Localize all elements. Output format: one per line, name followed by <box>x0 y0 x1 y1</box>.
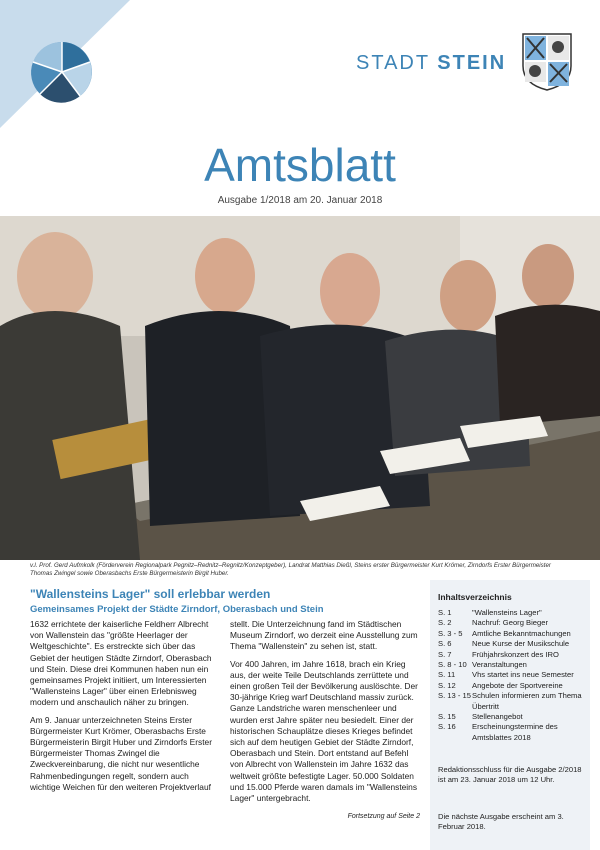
toc-item[interactable] <box>438 670 588 680</box>
article-headline: "Wallensteins Lager" soll erlebbar werden <box>30 587 271 601</box>
corner-graphic <box>0 0 130 130</box>
article-column-2 <box>230 619 420 822</box>
toc-item[interactable] <box>438 629 588 639</box>
toc-text: Veranstaltungen <box>472 660 527 670</box>
next-issue-note: Die nächste Ausgabe erscheint am 3. Februar 2018. <box>438 812 564 832</box>
toc-page: S. 15 <box>438 712 456 722</box>
toc-item[interactable] <box>438 618 588 628</box>
toc-page: S. 1 <box>438 608 452 617</box>
toc-list <box>438 608 588 743</box>
toc-item[interactable] <box>438 650 588 660</box>
toc-title: Inhaltsverzeichnis <box>438 592 512 602</box>
toc-page: S. 13 - 15 <box>438 691 471 701</box>
article-column-1 <box>30 619 215 799</box>
toc-text: Amtliche Bekanntmachungen <box>472 628 571 638</box>
signing-photo <box>0 216 600 560</box>
toc-text: Neue Kurse der Musikschule <box>472 639 570 649</box>
toc-item[interactable] <box>438 722 588 743</box>
coat-of-arms-icon <box>521 32 573 92</box>
city-brand <box>356 52 506 75</box>
toc-page: S. 8 - 10 <box>438 660 467 670</box>
article-paragraph: Am 9. Januar unterzeichneten Steins Erster Bürgermeister Kurt Krömer, Oberasbachs Erste Bürgermeisterin Birgit Huber und Zirndorfs Erster Bürgermeister Thomas Zwingel die Zweckvereinbarung, die nicht nur wesentliche Rahmenbedingungen regelt, sondern auch wichtige Weichen für den weiteren Projektverlauf <box>30 714 212 792</box>
toc-text: Frühjahrskonzert des IRO <box>472 649 559 659</box>
issue-line: Ausgabe 1/2018 am 20. Januar 2018 <box>217 195 383 206</box>
deadline-note: Redaktionsschluss für die Ausgabe 2/2018 ist am 23. Januar 2018 um 12 Uhr. <box>438 765 582 785</box>
toc-item[interactable] <box>438 691 588 712</box>
toc-item[interactable] <box>438 681 588 691</box>
toc-page: S. 2 <box>438 618 452 628</box>
toc-page: S. 12 <box>438 680 456 690</box>
city-name: STEIN <box>437 52 507 74</box>
toc-item[interactable] <box>438 660 588 670</box>
photo-caption: v.l. Prof. Gerd Aufmkolk (Förderverein Regionalpark Pegnitz–Rednitz–Regnitz/Konzeptgeber), Landrat Matthias Dießl, Steins erster Bürgermeister Kurt Krömer, Zirndorfs Erster Bürgermeister Thomas Zwingel sowie Oberasbachs Erste Bürgermeisterin Birgit Huber. <box>30 562 551 577</box>
toc-text: Schulen informieren zum Thema Übertritt <box>472 691 582 711</box>
toc-page: S. 7 <box>438 649 452 659</box>
toc-page: S. 16 <box>438 722 456 732</box>
city-prefix: STADT <box>356 52 430 74</box>
article-subhead: Gemeinsames Projekt der Städte Zirndorf, Oberasbach und Stein <box>30 604 324 615</box>
article-paragraph: 1632 errichtete der kaiserliche Feldherr Albrecht von Wallenstein das "größte Heerlager der Weltgeschichte". Es erstreckte sich über das Gebiet der heutigen Städte Zirndorf, Oberasbach und Stein. Diese drei Kommunen haben nun ein gemeinsames Projekt initiiert, um Interessierten "Wallensteins Lager" über einen Erlebnisweg modern und anschaulich näher zu bringen. <box>30 619 212 708</box>
toc-text: "Wallensteins Lager" <box>472 608 542 617</box>
toc-page: S. 6 <box>438 639 452 649</box>
article-paragraph: stellt. Die Unterzeichnung fand im Städtischen Museum Zirndorf, wo derzeit eine Ausstellung zum Thema "Wallenstein" zu sehen ist, statt. <box>230 619 418 652</box>
toc-text: Nachruf: Georg Bieger <box>472 618 548 628</box>
toc-text: Erscheinungstermine des Amtsblattes 2018 <box>472 722 558 742</box>
toc-text: Vhs startet ins neue Semester <box>472 670 574 680</box>
toc-item[interactable] <box>438 639 588 649</box>
toc-page: S. 11 <box>438 670 456 680</box>
masthead-title: Amtsblatt <box>204 139 396 191</box>
article-paragraph: Vor 400 Jahren, im Jahre 1618, brach ein Krieg aus, der weite Teile Deutschlands zerrüttete und einen großen Teil der Bevölkerung auslöschte. Der 30-jährige Krieg warf Deutschland massiv zurück. Ganze Landstriche waren menschenleer und wurden erst Jahre später neu besiedelt. Einer der historischen Schauplätze dieses Krieges befindet sich auf dem heutigen Gebiet der Städte Zirndorf, Oberasbach und Stein. Dort entstand auf Befehl von Albrecht von Wallenstein im Jahre 1632 das weltweit größte befestigte Lager. 50.000 Soldaten und 15.000 Pferde waren damals im "Wallensteins Lager" untergebracht. <box>230 658 418 804</box>
toc-item[interactable] <box>438 608 588 618</box>
toc-text: Stellenangebot <box>472 712 523 722</box>
toc-page: S. 3 - 5 <box>438 628 463 638</box>
pie-logo-icon <box>31 42 92 103</box>
continued-link[interactable]: Fortsetzung auf Seite 2 <box>347 813 420 821</box>
toc-text: Angebote der Sportvereine <box>472 680 563 690</box>
toc-item[interactable] <box>438 712 588 722</box>
